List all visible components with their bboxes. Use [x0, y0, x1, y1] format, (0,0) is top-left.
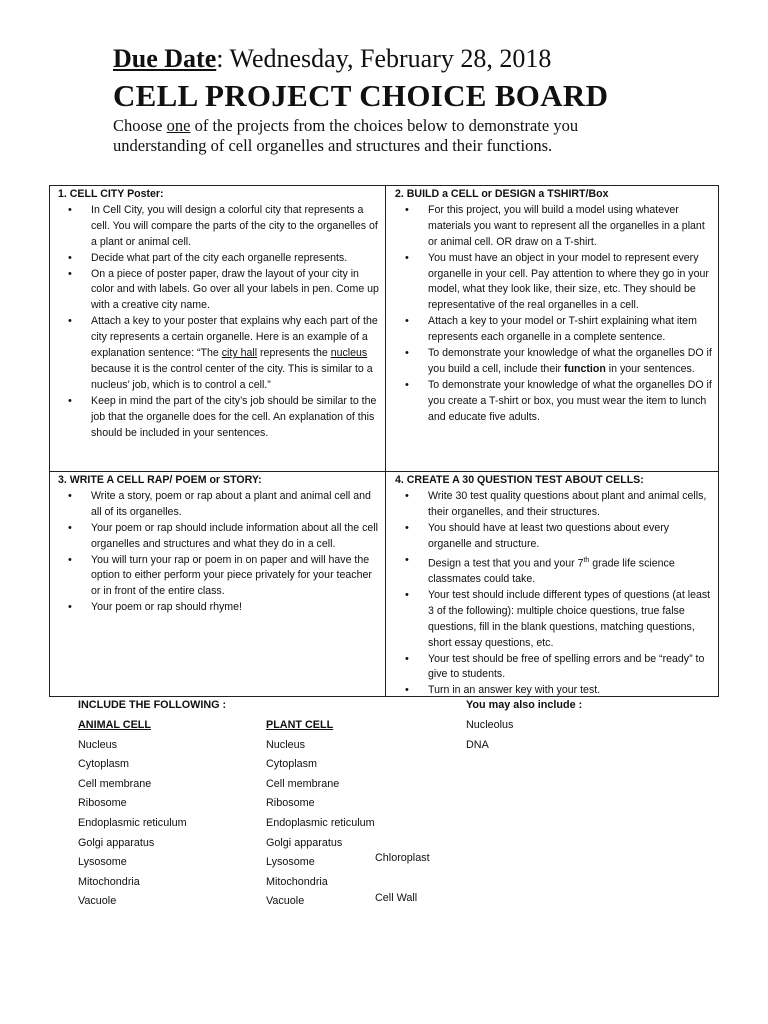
intro-part-c: of the projects from the choices below to demonstrate you understanding of cell organelles and structures and their functions. [113, 116, 579, 155]
list-item: Endoplasmic reticulum [78, 816, 187, 829]
table-divider-horizontal [50, 471, 718, 472]
list-item: Cytoplasm [78, 758, 130, 771]
animal-cell-header: ANIMAL CELL [78, 719, 151, 731]
choice-title: 1. CELL CITY Poster: [58, 188, 164, 200]
bullet-item: • In Cell City, you will design a colorful city that represents a cell. You will compare the parts of the city to the organelles of a plant or animal cell. [51, 203, 383, 251]
choice-cell-build-model [388, 187, 718, 426]
also-include-header: You may also include : [466, 699, 583, 711]
choice-bullets [388, 203, 718, 426]
bullet-item: • Your test should be free of spelling errors and be “ready” to give to students. [388, 652, 718, 684]
due-date-line [113, 44, 551, 74]
list-item: Cell membrane [266, 777, 340, 790]
choice-title: 3. WRITE A CELL RAP/ POEM or STORY: [58, 474, 262, 486]
choice-cell-city-poster [51, 187, 383, 442]
list-item: Endoplasmic reticulum [266, 816, 375, 829]
list-item: Cell membrane [78, 777, 152, 790]
bullet-item: • Turn in an answer key with your test. [388, 683, 718, 699]
bullet-text: To demonstrate your knowledge of what the organelles DO if you build a cell, include their [428, 347, 712, 375]
plant-cell-header: PLANT CELL [266, 719, 334, 731]
bullet-text: Attach a key to your poster that explains why each part of the city represents a certain organelle. Here is an example of a explanation sentence: “The [91, 315, 378, 360]
list-item: Ribosome [266, 797, 315, 810]
table-divider-vertical [385, 186, 386, 696]
plant-cell-list [266, 716, 375, 912]
bullet-item [388, 346, 718, 378]
list-item: Cytoplasm [266, 758, 318, 771]
choice-title: 2. BUILD a CELL or DESIGN a TSHIRT/Box [395, 188, 609, 200]
animal-cell-list [78, 716, 187, 912]
list-item: DNA [466, 738, 489, 751]
plant-extra-item: Chloroplast [375, 852, 430, 864]
intro-emphasis: one [166, 116, 191, 135]
list-item: Mitochondria [266, 875, 328, 888]
bullet-item: • On a piece of poster paper, draw the layout of your city in color and with labels. Go over all your labels in pen. Come up with a creative city name. [51, 267, 383, 315]
bullet-item: • For this project, you will build a model using whatever materials you want to represent all the organelles in a plant or animal cell. OR draw on a T-shirt. [388, 203, 718, 251]
list-item: Vacuole [266, 895, 305, 908]
intro-text [113, 116, 673, 156]
bullet-item: • Write 30 test quality questions about plant and animal cells, their organelles, and their structures. [388, 489, 718, 521]
bullet-item: • Decide what part of the city each organelle represents. [51, 251, 383, 267]
choice-board-table [49, 185, 719, 697]
plant-extra-item: Cell Wall [375, 892, 418, 904]
bullet-item [388, 553, 718, 588]
list-item: Nucleus [78, 738, 118, 751]
bullet-underlined: city hall [221, 347, 258, 360]
list-item: Nucleolus [466, 719, 514, 731]
include-header: INCLUDE THE FOLLOWING : [78, 699, 227, 711]
list-item: Mitochondria [78, 875, 140, 888]
bullet-item: • You should have at least two questions about every organelle and structure. [388, 521, 718, 553]
bullet-superscript: th [583, 556, 590, 564]
bullet-text: represents the [257, 347, 331, 360]
bullet-text: Design a test that you and your 7 [428, 557, 584, 570]
bullet-item: • Your poem or rap should rhyme! [51, 600, 383, 616]
choice-cell-question-test [388, 473, 718, 699]
bullet-text: grade life science classmates could take. [428, 557, 675, 585]
choice-title: 4. CREATE A 30 QUESTION TEST ABOUT CELLS: [395, 474, 644, 486]
choice-bullets [51, 203, 383, 442]
bullet-item: • Write a story, poem or rap about a plant and animal cell and all of its organelles. [51, 489, 383, 521]
list-item: Nucleus [266, 738, 306, 751]
bullet-item: • Attach a key to your model or T-shirt explaining what item represents each organelle in a complete sentence. [388, 314, 718, 346]
bullet-item: • Your test should include different types of questions (at least 3 of the following): multiple choice questions, true false questions, fill in the blank questions, matching questions, short essay questions, etc. [388, 588, 718, 652]
bullet-item: • You must have an object in your model to represent every organelle in your cell. Pay attention to where they go in your model, what they look like, their size, etc. They should be representative of the real organelles in a cell. [388, 251, 718, 315]
list-item: Ribosome [78, 797, 127, 810]
bullet-item: • You will turn your rap or poem in on paper and will have the option to either perform your piece privately for your teacher or in front of the entire class. [51, 553, 383, 601]
bullet-item: • Keep in mind the part of the city’s job should be similar to the job that the organelle does for the cell. An explanation of this should be included in your sentences. [51, 394, 383, 442]
choice-bullets [51, 489, 383, 616]
page-title: CELL PROJECT CHOICE BOARD [113, 78, 609, 113]
list-item: Lysosome [266, 856, 315, 869]
bullet-text: in your sentences. [605, 362, 695, 375]
bullet-item [51, 314, 383, 394]
intro-part-a: Choose [113, 116, 167, 135]
list-item: Vacuole [78, 895, 117, 908]
bullet-text: because it is the control center of the city. This is similar to a nucleus’ job, which is to control a cell.” [91, 362, 373, 391]
list-item: Golgi apparatus [78, 836, 155, 849]
choice-cell-rap-poem [51, 473, 383, 616]
list-item: Golgi apparatus [266, 836, 343, 849]
bullet-item: • Your poem or rap should include information about all the cell organelles and structures and what they do in a cell. [51, 521, 383, 553]
due-date-label: Due Date [113, 44, 217, 73]
bullet-bold: function [564, 362, 606, 375]
bullet-item: • To demonstrate your knowledge of what the organelles DO if you create a T-shirt or box, you must wear the item to lunch and educate five adults. [388, 378, 718, 426]
list-item: Lysosome [78, 856, 127, 869]
bullet-underlined: nucleus [330, 347, 368, 360]
also-include-list [466, 716, 513, 755]
due-date-value: : Wednesday, February 28, 2018 [216, 44, 552, 73]
choice-bullets [388, 489, 718, 699]
